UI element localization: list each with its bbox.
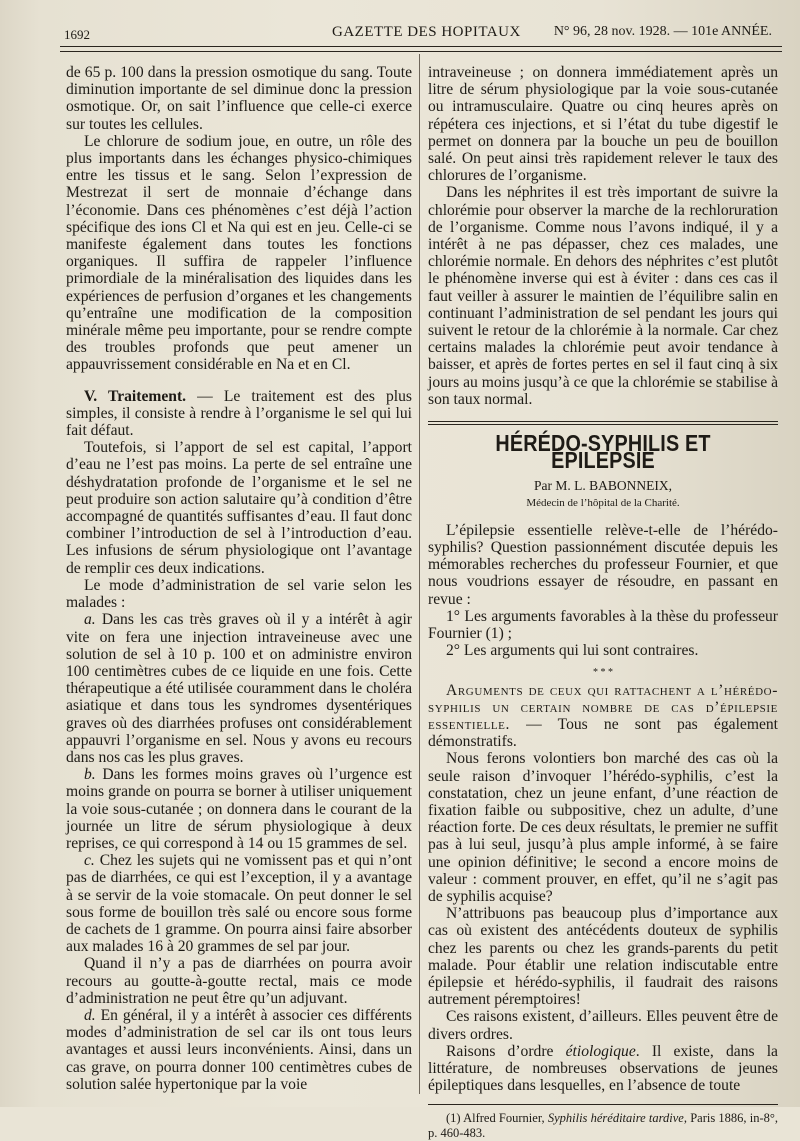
- paragraph: Le mode d’administration de sel varie selon les malades :: [66, 576, 412, 612]
- paragraph: Nous ferons volontiers bon marché des cas où la seule raison d’invoquer l’hérédo-syphilis, c’est la constatation, chez un jeune enfant, d’une réaction de fixation faible ou subpositive, chez un adulte, d’une réaction forte. De ces deux résultats, le premier ne suffit pas à lui seul, jusqu’à plus ample informé, à se faire une opinion définitive; le second a encore moins de valeur : comment prouver, en effet, qu’il ne s’agit pas de syphilis acquise?: [428, 750, 778, 905]
- asterism: * * *: [593, 666, 613, 678]
- issue-info: N° 96, 28 nov. 1928. — 101e ANNÉE.: [553, 24, 772, 39]
- paragraph: a. Dans les cas très graves où il y a intérêt à agir vite on fera une injection intraveineuse avec une solution de sel à 10 p. 100 et on administre environ 100 centimètres cubes de ce liquide en une fois. Cette thérapeutique a été utilisée couramment dans le choléra asiatique et dans tous les syndromes dysentériques graves où des diarrhées profuses ont considérablement appauvri l’organisme en sel. Nous y avons eu recours dans nos cas les plus graves.: [66, 611, 412, 766]
- section-heading: V. Traitement.: [84, 387, 187, 405]
- paragraph: de 65 p. 100 dans la pression osmotique du sang. Toute diminution importante de sel diminue donc la pression osmotique. Or, on sait l’influence que celle-ci exerce sur toutes les cellules.: [66, 64, 412, 133]
- item-label: d.: [84, 1006, 96, 1024]
- paragraph: c. Chez les sujets qui ne vomissent pas et qui n’ont pas de diarrhées, ce qui est l’exception, il y a avantage à se servir de la voie stomacale. On peut donner le sel sous forme de bouillon très salé ou encore sous forme de cachets de 1 gramme. On pourra ainsi faire absorber aux malades 16 à 20 grammes de sel par jour.: [66, 852, 412, 956]
- paragraph: Dans les néphrites il est très important de suivre la chlorémie pour observer la marche de la rechloruration de l’organisme. Comme nous l’avons indiqué, il y a intérêt à ne pas dépasser, chez ces malades, une chlorémie normale. En dehors des néphrites c’est plutôt le phénomène inverse qui est à éviter : dans ces cas il faut veiller à assurer le maintien de l’équilibre salin en continuant l’administration de sel pendant les jours qui suivent le retour de la chlorémie à la normale. Car chez certains malades la chlorémie peut avoir tendance à baisser, et après de fortes pertes en sel il faut cinq à six jours au moins jusqu’à ce que la chlorémie se stabilise à son taux normal.: [428, 184, 778, 408]
- paragraph: Le chlorure de sodium joue, en outre, un rôle des plus importants dans les échanges physico-chimiques entre les tissus et le sang. Selon l’expression de Mestrezat il sert de monnaie d’échange dans l’économie. Dans ces phénomènes c’est déjà l’action spécifique des ions Cl et Na qui est en jeu. Celle-ci se manifeste également dans toutes les fonctions organiques. Il suffira de rappeler l’influence primordiale de la minéralisation des liquides dans les expériences de perfusion d’organes et les changements qu’entraîne une modification de la composition minérale même peu importante, pour se rendre compte des troubles profonds que peut amener un appauvrissement considérable en Na et en Cl.: [66, 132, 412, 374]
- item-label: a.: [84, 611, 96, 629]
- footnote: (1) Alfred Fournier, Syphilis héréditaire tardive, Paris 1886, in-8°, p. 460-483.: [428, 1111, 779, 1141]
- paragraph: 2° Les arguments qui lui sont contraires.: [446, 642, 699, 660]
- paragraph: 1° Les arguments favorables à la thèse du professeur Fournier (1) ;: [428, 607, 778, 643]
- page-header: [60, 22, 778, 44]
- paragraph: Arguments de ceux qui rattachent a l’hérédo-syphilis un certain nombre de cas d’épilepsie essentielle. — Tous ne sont pas également démonstratifs.: [428, 681, 778, 751]
- paragraph: V. Traitement. — Le traitement est des plus simples, il consiste à rendre à l’organisme le sel qui lui fait défaut.: [66, 387, 412, 440]
- paragraph: b. Dans les formes moins graves où l’urgence est moins grande on pourra se borner à utiliser uniquement la voie sous-cutanée ; on donnera dans le courant de la journée un litre de sérum physiologique à deux reprises, ce qui correspond à 14 ou 15 grammes de sel.: [66, 766, 412, 852]
- item-label: c.: [84, 852, 95, 870]
- article-byline: Par M. L. BABONNEIX,: [534, 478, 672, 494]
- footnote-rule: [428, 1104, 778, 1105]
- page-number: 1692: [64, 27, 90, 42]
- paragraph: N’attribuons pas beaucoup plus d’importance aux cas où existent des antécédents douteux de syphilis chez les parents ou chez les grands-parents du petit malade. Pour établir une relation indiscutable entre épilepsie et hérédo-syphilis, il faudrait des raisons autrement péremptoires!: [428, 905, 778, 1009]
- paragraph: d. En général, il y a intérêt à associer ces différents modes d’administration de sel car ils ont tous leurs avantages et aussi leurs inconvénients. Ainsi, dans un cas grave, on pourra donner 100 centimètres cubes de solution salée hypertonique par la voie: [66, 1006, 412, 1093]
- left-column: [66, 64, 412, 1093]
- right-column: [428, 64, 778, 1141]
- header-rule: [60, 46, 782, 52]
- paragraph: intraveineuse ; on donnera immédiatement après un litre de sérum physiologique par la voie sous-cutanée ou intramusculaire. Quatre ou cinq heures après on répétera ces injections, et si l’état du tube digestif le permet on donnera par la bouche un peu de bouillon salé. On peut ainsi très rapidement relever le taux des chlorures de l’organisme.: [428, 64, 778, 185]
- column-divider: [419, 54, 420, 1094]
- article-separator-rule: [428, 421, 778, 425]
- paragraph: L’épilepsie essentielle relève-t-elle de l’hérédo-syphilis? Question passionnément discutée depuis les mémorables recherches du professeur Fournier, et que nous voudrions essayer de résoudre, en passant en revue :: [428, 521, 778, 608]
- section-heading: Arguments de ceux qui rattachent a l’hérédo-syphilis un certain nombre de cas d’épilepsie essentielle.: [428, 681, 778, 733]
- journal-title: GAZETTE DES HOPITAUX: [332, 24, 521, 40]
- paragraph: Toutefois, si l’apport de sel est capital, l’apport d’eau ne l’est pas moins. La perte de sel entraîne une déshydratation profonde de l’organisme et le sel ne peut produire son action salutaire qu’à condition d’être accompagné de quantités suffisantes d’eau. Il faut donc combiner l’introduction de sel à l’introduction d’eau. Les infusions de sérum physiologique ont l’avantage de remplir ces deux indications.: [66, 439, 412, 577]
- author-affiliation: Médecin de l’hôpital de la Charité.: [526, 496, 680, 509]
- paragraph: Ces raisons existent, d’ailleurs. Elles peuvent être de divers ordres.: [428, 1008, 778, 1043]
- paragraph: Raisons d’ordre étiologique. Il existe, dans la littérature, de nombreuses observations de jeunes épileptiques dans lesquelles, en l’absence de toute: [428, 1042, 778, 1095]
- paragraph: Quand il n’y a pas de diarrhées on pourra avoir recours au goutte-à-goutte rectal, mais ce mode d’administration ne peut être qu’un adjuvant.: [66, 955, 412, 1007]
- article-title: HÉRÉDO-SYPHILIS ET ÉPILEPSIE: [495, 430, 711, 474]
- item-label: b.: [84, 766, 96, 784]
